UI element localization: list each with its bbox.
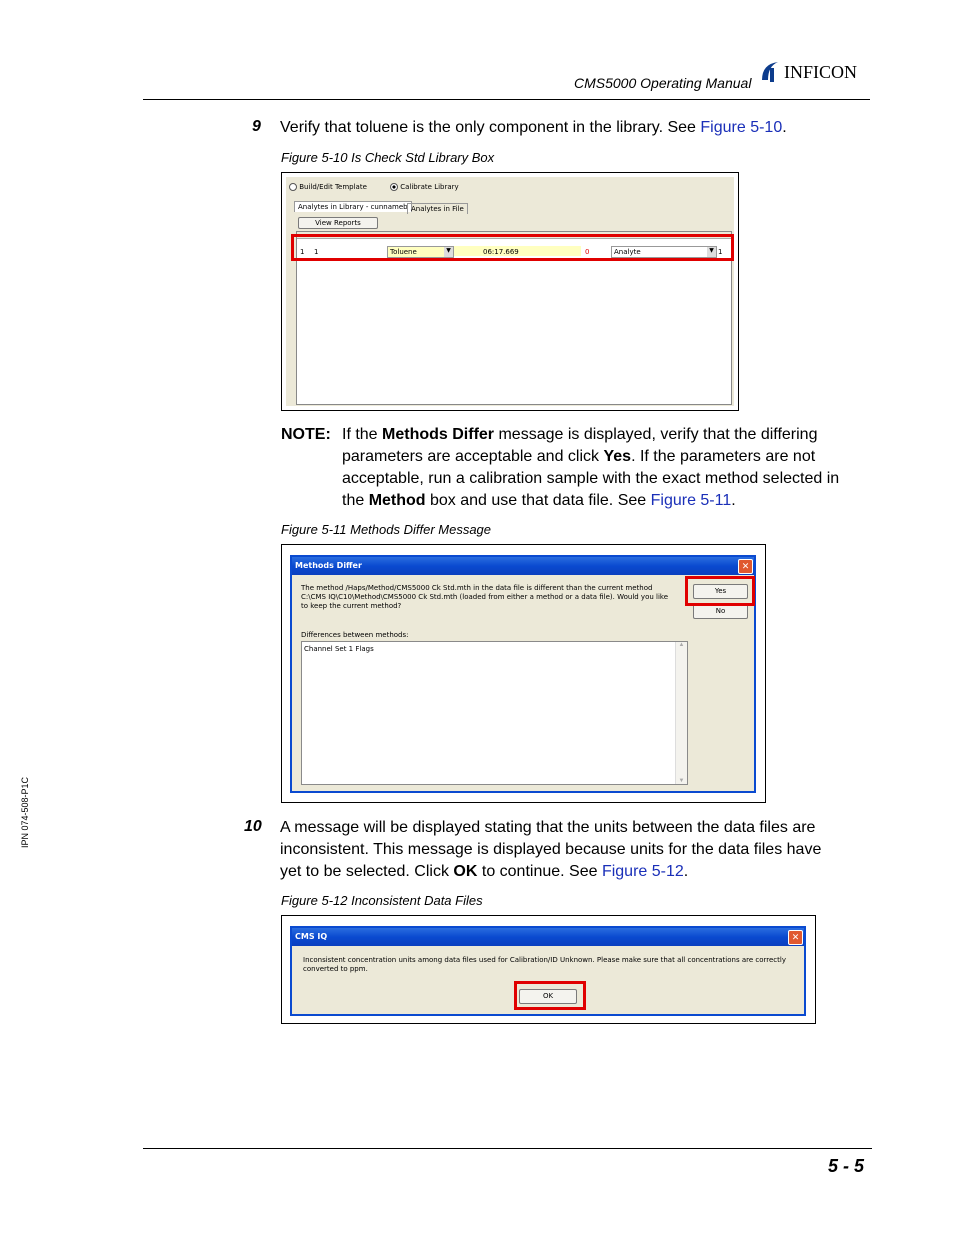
row-cell-2: 1 xyxy=(314,248,319,256)
methods-differ-message xyxy=(301,584,691,611)
dialog-title: Methods Differ xyxy=(295,561,362,570)
note-line2a: parameters are acceptable and click xyxy=(342,448,604,465)
step-10-end: . xyxy=(683,863,689,880)
step-number: 10 xyxy=(244,818,262,835)
dropdown-arrow-icon[interactable]: ▼ xyxy=(707,247,716,257)
note-line-3: acceptable, run a calibration sample with the exact method selected in xyxy=(342,470,840,487)
inconsistent-units-message xyxy=(303,956,803,974)
component-value: Toluene xyxy=(390,248,417,256)
step-number: 9 xyxy=(252,118,261,135)
radio-checked-icon xyxy=(390,183,398,191)
retention-time: 06:17.669 xyxy=(483,248,519,256)
tab-analytes-in-file[interactable]: Analytes in File xyxy=(407,203,468,214)
highlight-box xyxy=(514,981,586,1010)
step-10-line3a: yet to be selected. Click xyxy=(280,863,454,880)
dialog-titlebar xyxy=(292,928,804,946)
note-line-1 xyxy=(342,424,882,446)
brand-name: INFICON xyxy=(784,62,858,82)
type-value: Analyte xyxy=(614,248,641,256)
dropdown-arrow-icon[interactable]: ▼ xyxy=(444,247,453,257)
radio-build-template[interactable] xyxy=(289,183,367,191)
figure-5-12 xyxy=(281,915,816,1024)
close-icon[interactable]: ✕ xyxy=(738,559,753,574)
library-panel xyxy=(286,177,734,406)
view-reports-button[interactable]: View Reports xyxy=(298,217,378,229)
radio-calibrate-label: Calibrate Library xyxy=(400,183,459,191)
vertical-scrollbar[interactable] xyxy=(675,642,687,784)
figure-caption: Figure 5-11 Methods Differ Message xyxy=(281,522,492,537)
row-cell-1: 1 xyxy=(300,248,305,256)
note-line4a: the xyxy=(342,492,369,509)
highlight-box xyxy=(291,234,734,261)
row-last-value: 1 xyxy=(718,248,723,256)
header-rule xyxy=(143,99,870,100)
step-10-line3b: to continue. See xyxy=(477,863,602,880)
figure-5-12-link[interactable]: Figure 5-12 xyxy=(601,863,684,880)
message-line-2: C:\CMS IQ\C10\Method\CMS5000 Ck Std.mth (loaded from either a method or a data file). Would you like xyxy=(301,593,669,601)
manual-title: CMS5000 Operating Manual xyxy=(574,75,752,91)
highlight-box xyxy=(685,576,755,606)
tab-analytes-in-library[interactable]: Analytes in Library - cunnameb xyxy=(294,201,412,212)
message-line-3: to keep the current method? xyxy=(301,602,402,610)
dialog-title: CMS IQ xyxy=(295,932,328,941)
note-t2: message is displayed, verify that the differing xyxy=(494,426,818,443)
page-number: 5 - 5 xyxy=(827,1156,864,1176)
figure-caption: Figure 5-12 Inconsistent Data Files xyxy=(281,893,483,908)
message-line-1: Inconsistent concentration units among data files used for Calibration/ID Unknown. Please make sure that all concentrations are correctly xyxy=(303,956,786,964)
figure-caption: Figure 5-10 Is Check Std Library Box xyxy=(281,150,495,165)
step-10-line-2: inconsistent. This message is displayed because units for the data files have xyxy=(280,841,822,858)
document-id: IPN 074-508-P1C xyxy=(20,776,30,848)
differences-label: Differences between methods: xyxy=(301,631,409,639)
note-text xyxy=(342,424,882,512)
row-zero-value: 0 xyxy=(585,248,590,256)
note-line4b: box and use that data file. See xyxy=(425,492,651,509)
figure-5-11-link[interactable]: Figure 5-11 xyxy=(650,492,732,509)
close-icon[interactable]: ✕ xyxy=(788,930,803,945)
radio-calibrate-library[interactable] xyxy=(390,183,459,191)
inficon-logo xyxy=(760,60,872,84)
differences-text: Channel Set 1 Flags xyxy=(304,645,374,653)
radio-build-label: Build/Edit Template xyxy=(299,183,367,191)
scroll-down-icon[interactable]: ▼ xyxy=(678,778,685,784)
note-b3: Method xyxy=(368,492,426,509)
note-label: NOTE: xyxy=(281,426,331,443)
scroll-up-icon[interactable]: ▲ xyxy=(678,642,685,648)
note-line-4 xyxy=(342,490,882,512)
step-9-text xyxy=(280,117,880,139)
step-10-ok: OK xyxy=(453,863,478,880)
figure-5-10-link[interactable]: Figure 5-10 xyxy=(700,119,783,136)
differences-textarea[interactable] xyxy=(301,641,688,785)
note-line2b: . If the parameters are not xyxy=(631,448,816,465)
radio-unchecked-icon xyxy=(289,183,297,191)
note-line-2 xyxy=(342,446,882,468)
inficon-logo-mark-icon xyxy=(760,60,782,84)
step-9-body: Verify that toluene is the only component in the library. See xyxy=(280,119,701,136)
message-line-1: The method /Haps/Method/CMS5000 Ck Std.mth in the data file is different than the current method xyxy=(301,584,653,592)
step-10-text xyxy=(280,817,880,883)
note-end: . xyxy=(731,492,736,509)
note-t1: If the xyxy=(342,426,383,443)
yes-button[interactable]: Yes xyxy=(693,584,748,599)
note-b1: Methods Differ xyxy=(382,426,495,443)
no-button[interactable]: No xyxy=(693,604,748,619)
step-10-line-3 xyxy=(280,861,880,883)
footer-rule xyxy=(143,1148,872,1149)
ok-button[interactable]: OK xyxy=(519,989,577,1004)
message-line-2: converted to ppm. xyxy=(303,965,368,973)
step-10-line-1: A message will be displayed stating that the units between the data files are xyxy=(280,819,816,836)
figure-5-10 xyxy=(281,172,739,411)
note-b2: Yes xyxy=(603,448,632,465)
figure-5-11 xyxy=(281,544,766,803)
step-9-end: . xyxy=(782,119,787,136)
dialog-titlebar xyxy=(292,557,754,575)
